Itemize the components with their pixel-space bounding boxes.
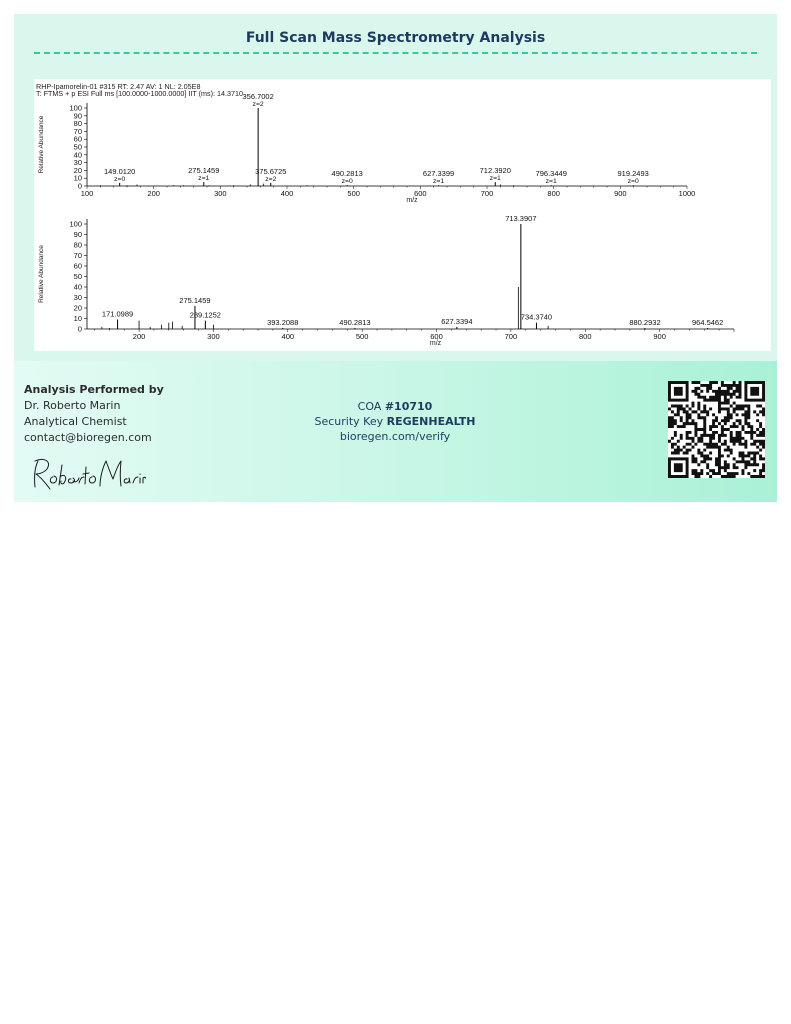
panel2-x-tick-label: 800: [579, 332, 592, 341]
panel1-peak-charge: z=1: [198, 175, 210, 183]
security-key-line: [282, 414, 508, 429]
panel1-peak-label: 712.3920: [479, 166, 511, 176]
panel2-y-axis-label: Relative Abundance: [38, 245, 45, 303]
panel1-peak-charge: z=2: [252, 101, 264, 108]
panel2-x-tick-label: 700: [504, 332, 518, 341]
panel1-peak-charge: z=0: [341, 178, 353, 186]
panel1-peak-charge: z=2: [265, 175, 277, 183]
panel1-x-tick-label: 1000: [678, 189, 696, 198]
analyst-role: Analytical Chemist: [24, 415, 127, 428]
security-key-value: REGENHEALTH: [386, 415, 476, 428]
panel2-y-tick-label: 100: [69, 219, 82, 229]
panel2-x-tick-label: 600: [430, 332, 443, 341]
panel2-y-tick-label: 0: [77, 324, 82, 334]
panel1-x-tick-label: 600: [414, 189, 427, 198]
panel1-y-tick-label: 20: [73, 165, 82, 175]
panel1-peak-charge: z=1: [489, 175, 501, 183]
panel1-x-tick-label: 200: [147, 189, 160, 198]
panel2-y-tick-label: 70: [73, 251, 82, 260]
security-key-label: Security Key: [314, 415, 384, 428]
panel1-peak-label: 490.2813: [331, 169, 363, 179]
panel2-x-tick-label: 500: [355, 332, 369, 341]
panel2-peak-label: 627.3394: [441, 316, 473, 326]
spectrum-header-line1: RHP-Ipamorelin-01 #315 RT: 2.47 AV: 1 NL: 2.05E8: [36, 82, 201, 91]
panel2-y-tick-label: 80: [73, 240, 82, 250]
analyst-block: [24, 382, 164, 446]
panel1-peak-label: 919.2493: [617, 169, 649, 179]
panel2-peak-label: 734.3740: [520, 312, 553, 322]
panel1-peak-label: 796.3449: [535, 169, 567, 179]
panel2-peak-label: 713.3907: [505, 214, 537, 223]
panel1-y-tick-label: 30: [73, 158, 82, 168]
panel2-peak-label: 393.2088: [267, 317, 299, 327]
verify-link[interactable]: bioregen.com/verify: [339, 430, 451, 443]
certificate-card: [14, 14, 777, 502]
panel2-x-tick-label: 900: [653, 332, 666, 341]
panel1-x-axis-label: m/z: [406, 197, 418, 204]
analyst-email: contact@bioregen.com: [24, 431, 152, 444]
analyst-heading: Analysis Performed by: [24, 383, 164, 396]
panel1-x-tick-label: 900: [614, 189, 627, 198]
panel2-y-tick-label: 30: [73, 293, 82, 302]
panel2-y-tick-label: 10: [73, 314, 82, 323]
panel2-peak-label: 490.2813: [339, 317, 371, 327]
panel1-peak-label: 149.0120: [104, 166, 136, 176]
panel1-peak-label: 275.1459: [188, 166, 220, 176]
panel1-y-tick-label: 40: [73, 150, 82, 160]
coa-number: #10710: [384, 400, 433, 413]
mass-spectrum-chart: [34, 79, 771, 351]
panel1-y-axis-label: Relative Abundance: [38, 115, 45, 174]
panel1-peak-charge: z=0: [627, 178, 639, 186]
panel2-x-tick-label: 300: [207, 332, 220, 341]
panel2-peak-label: 880.2932: [629, 317, 661, 327]
panel1-peak-charge: z=0: [114, 175, 126, 183]
panel2-peak-label: 171.0989: [101, 309, 134, 319]
panel1-peak-label: 627.3399: [422, 169, 455, 179]
panel1-x-tick-label: 100: [80, 189, 94, 198]
panel1-peak-charge: z=1: [432, 178, 445, 186]
coa-label: COA: [357, 400, 382, 413]
analyst-name: Dr. Roberto Marin: [24, 399, 121, 412]
panel1-x-tick-label: 700: [480, 189, 494, 198]
panel2-y-tick-label: 50: [73, 272, 82, 281]
panel1-y-tick-label: 10: [73, 173, 82, 183]
panel2-x-tick-label: 400: [281, 332, 295, 341]
panel1-y-tick-label: 70: [73, 126, 82, 136]
qr-code-icon: [668, 381, 765, 478]
signature-image: [26, 453, 146, 497]
coa-block: [282, 399, 508, 444]
panel1-y-tick-label: 60: [73, 134, 82, 144]
panel1-peak-label: 356.7002: [242, 92, 274, 101]
panel2-y-tick-label: 90: [73, 230, 82, 239]
panel1-y-tick-label: 100: [69, 103, 82, 113]
coa-number-line: [282, 399, 508, 414]
panel1-x-tick-label: 500: [347, 189, 360, 198]
panel1-y-tick-label: 90: [73, 111, 82, 121]
panel2-peak-label: 275.1459: [179, 295, 211, 305]
panel1-x-tick-label: 300: [214, 189, 227, 198]
panel2-y-tick-label: 40: [73, 282, 82, 292]
title-divider: [34, 52, 757, 54]
panel2-y-tick-label: 20: [73, 303, 82, 313]
panel1-x-tick-label: 800: [547, 189, 560, 198]
mass-spectrum-image: [34, 79, 771, 351]
panel2-x-axis-label: m/z: [429, 340, 442, 347]
panel2-y-tick-label: 60: [73, 261, 82, 271]
spectrum-header-line2: T: FTMS + p ESI Full ms [100.0000-1000.0000] IIT (ms): 14.3710: [36, 89, 244, 98]
footer-section: [14, 361, 777, 502]
panel2-peak-label: 289.1252: [189, 310, 221, 320]
panel2-peak-label: 964.5462: [691, 317, 724, 327]
panel1-y-tick-label: 50: [73, 142, 82, 152]
panel2-x-tick-label: 200: [132, 332, 146, 341]
panel1-y-tick-label: 80: [73, 119, 82, 129]
panel1-y-tick-label: 0: [77, 181, 82, 191]
spectrum-section: [14, 14, 777, 361]
page-title: Full Scan Mass Spectrometry Analysis: [245, 30, 546, 46]
panel1-peak-charge: z=1: [545, 178, 557, 186]
panel1-x-tick-label: 400: [280, 189, 294, 198]
panel1-peak-label: 375.6725: [255, 166, 287, 176]
